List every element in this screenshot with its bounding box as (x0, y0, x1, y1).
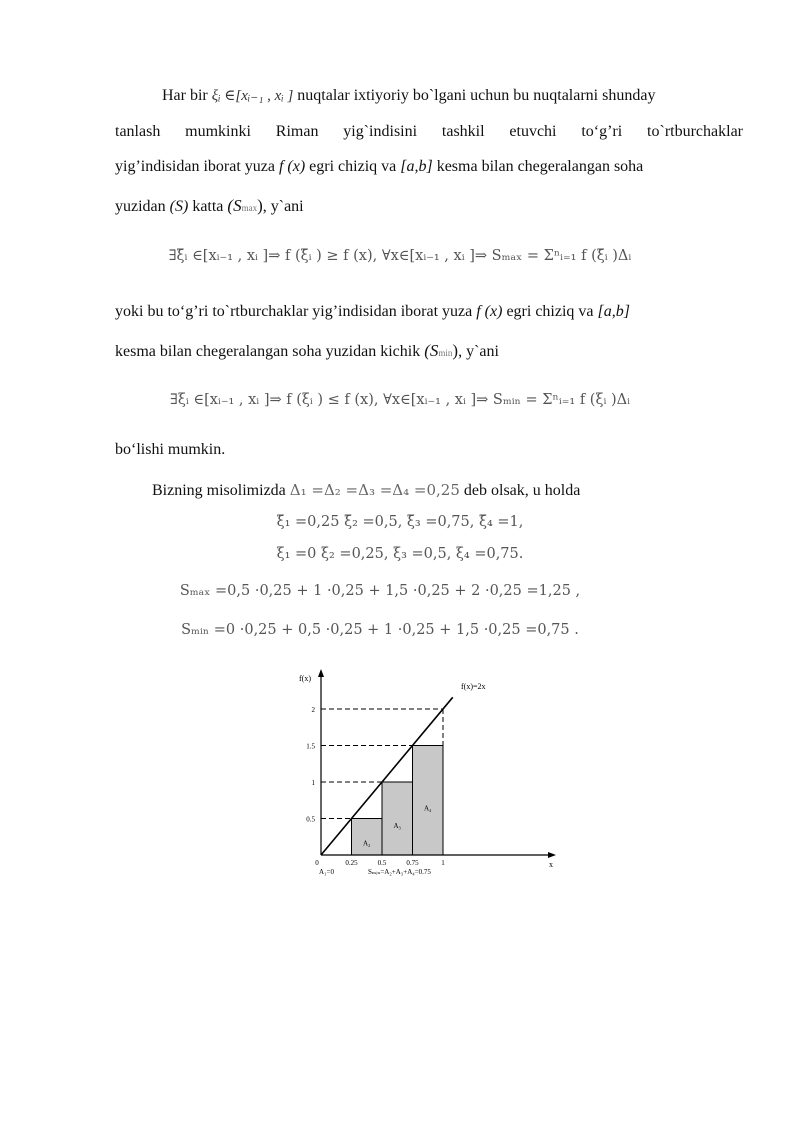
text: deb olsak, u holda (463, 482, 581, 499)
math-inline: [a,b] (597, 303, 630, 320)
math-subscript: max (241, 203, 258, 213)
text: tanlash mumkinki Riman yig`indisini tashkil etuvchi to‘g’ri to`rtburchaklar (115, 123, 743, 140)
math-subscript: min (438, 348, 453, 358)
paragraph-line-5 (115, 302, 743, 322)
text: , y`ani (458, 343, 499, 360)
text: yig’indisidan iborat yuza (115, 158, 275, 175)
math-inline: [a,b] (400, 158, 433, 175)
text: kesma bilan chegeralangan soha (436, 158, 644, 175)
riemann-rect-3 (382, 782, 413, 855)
paragraph-line-3 (115, 157, 743, 177)
paragraph-line-1 (115, 86, 743, 106)
x-tick-label: 0.25 (345, 859, 358, 867)
y-tick-label: 1 (311, 779, 315, 787)
rect-label: A₄ (424, 804, 432, 813)
math-inline: (S (227, 196, 242, 215)
math-inline: ) (257, 196, 263, 215)
text: Har bir (162, 87, 208, 104)
riemann-rect-2 (352, 819, 383, 856)
text: nuqtalar ixtiyoriy bo`lgani uchun bu nuqtalarni shunday (297, 87, 656, 104)
x-tick-label: 0 (315, 859, 319, 867)
math-inline: ξᵢ ∈[xᵢ₋₁ , xᵢ ] (211, 88, 294, 104)
text: kesma bilan chegeralangan soha yuzidan kichik (115, 343, 421, 360)
paragraph-line-2 (115, 122, 743, 142)
math-inline: (S) (169, 198, 189, 215)
formula-smin-value: Sₘᵢₙ =0 ·0,25 + 0,5 ·0,25 + 1 ·0,25 + 1,5 ·0,25 =0,75 . (181, 622, 579, 638)
math-inline: Δ₁ =Δ₂ =Δ₃ =Δ₄ =0,25 (289, 481, 460, 499)
math-inline: (S (424, 341, 439, 360)
text: yoki bu to‘g’ri to`rtburchaklar yig’indisidan iborat yuza (115, 303, 473, 320)
formula-smax-value: Sₘₐₓ =0,5 ·0,25 + 1 ·0,25 + 1,5 ·0,25 + 2 ·0,25 =1,25 , (179, 583, 581, 599)
riemann-sum-graph (290, 655, 570, 885)
y-ticks-group (306, 706, 315, 824)
paragraph-line-7 (115, 440, 743, 460)
math-inline: f (x) (278, 158, 306, 175)
text: , y`ani (262, 198, 304, 215)
note-smin: Sₘᵢₙ=A₂+A₃+A₄=0.75 (368, 868, 431, 876)
riemann-rect-4 (413, 746, 444, 856)
text: Bizning misolimizda (152, 482, 286, 499)
text: egri chiziq va (309, 158, 397, 175)
text: yuzidan (115, 198, 166, 215)
x-tick-label: 1 (441, 859, 445, 867)
paragraph-line-8 (152, 480, 742, 501)
y-axis-label: f(x) (299, 674, 311, 683)
curve-label: f(x)=2x (461, 682, 486, 691)
text: katta (192, 198, 224, 215)
x-tick-label: 0.75 (406, 859, 419, 867)
text: egri chiziq va (506, 303, 594, 320)
formula-max: ∃ξ̄ᵢ ∈[xᵢ₋₁ , xᵢ ]⇒ f (ξ̄ᵢ ) ≥ f (x), ∀x∈[xᵢ₋₁ , xᵢ ]⇒ Sₘₐₓ = Σⁿᵢ₌₁ f (ξ̄ᵢ )Δᵢ (168, 248, 632, 264)
x-axis-arrow (548, 852, 556, 858)
rect-label: A₃ (393, 821, 401, 830)
formula-xi-under: ξ₁ =0 ξ₂ =0,25, ξ₃ =0,5, ξ₄ =0,75. (276, 546, 524, 562)
paragraph-line-4 (115, 196, 743, 218)
x-axis-label: x (549, 860, 553, 869)
paragraph-line-6 (115, 341, 743, 363)
y-tick-label: 1.5 (306, 742, 315, 751)
x-tick-label: 0.5 (377, 859, 387, 867)
y-tick-label: 0.5 (306, 815, 315, 824)
formula-min: ∃ξᵢ ∈[xᵢ₋₁ , xᵢ ]⇒ f (ξᵢ ) ≤ f (x), ∀x∈[xᵢ₋₁ , xᵢ ]⇒ Sₘᵢₙ = Σⁿᵢ₌₁ f (ξᵢ )Δᵢ (169, 392, 631, 408)
math-inline: f (x) (476, 303, 503, 320)
y-tick-label: 2 (311, 706, 315, 714)
y-axis-arrow (318, 669, 324, 677)
note-a1: A₁=0 (319, 868, 334, 876)
math-inline: ) (452, 341, 459, 360)
text: bo‘lishi mumkin. (115, 441, 226, 458)
x-ticks-group (315, 859, 445, 867)
formula-xi-bar: ξ̄₁ =0,25 ξ̄₂ =0,5, ξ̄₃ =0,75, ξ̄₄ =1, (276, 514, 524, 530)
rect-label: A₂ (363, 839, 371, 848)
